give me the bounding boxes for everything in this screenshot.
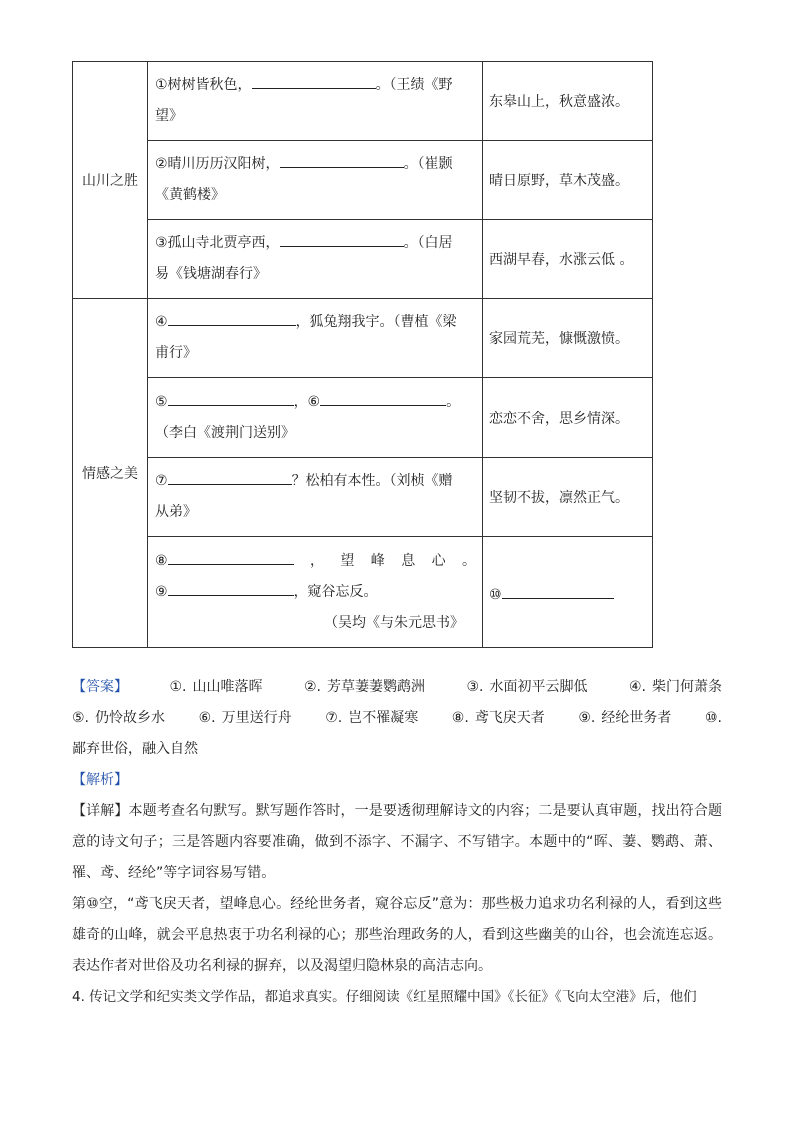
question-text: 。（王绩《野 [375,77,453,93]
question-text: 。（崔颢 [403,156,453,172]
answer-item [304,672,425,703]
next-question: 4. 传记文学和纪实类文学作品，都追求真实。仔细阅读《红星照耀中国》《长征》《飞向太空港》后，他们 [72,989,697,1005]
answer-item [325,703,418,734]
question-line [155,577,476,608]
analysis-tag: 【解析】 [72,772,128,788]
answer-blank[interactable] [168,467,292,485]
question-cell [148,220,483,299]
meaning-cell [483,141,653,220]
analysis-detail [72,796,722,889]
answer-item [629,672,722,703]
answer-text: 经纶世务者 [601,710,672,726]
question-char: 息 [401,552,416,569]
answer-num: ⑤. [72,710,90,726]
question-char: 心 [431,552,446,569]
question-cell [148,458,483,537]
question-text: 望》 [155,108,183,124]
detail-text: 本题考查名句默写。默写题作答时，一是要透彻理解诗文的内容；二是要认真审题，找出符合题意的诗文句子；三是答题内容要准确，做到不添字、不漏字、不写错字。本题中的“晖、萋、鹦鹉、萧、罹、鸢、经纶”等字词容易写错。 [72,803,723,881]
meaning-text: ⑩ [489,587,502,603]
question-text: ，窥谷忘反。 [293,583,378,600]
answer-text: 柴门何萧条 [652,679,722,695]
meaning-cell [483,299,653,378]
meaning-cell [483,220,653,299]
answer-blank[interactable] [320,388,446,406]
answer-text: 岂不罹凝寒 [348,710,419,726]
poetry-table [72,61,653,648]
question-text: ②晴川历历汉阳树， [155,156,280,172]
question-text: ③孤山寺北贾亭西， [155,235,280,251]
question-char: 峰 [370,552,385,569]
category-label: 情感之美 [82,466,138,482]
answer-blank[interactable] [168,578,294,596]
answer-num: ⑦. [325,710,343,726]
question-text: ⑦ [155,473,168,489]
answer-blank[interactable] [252,71,376,89]
detail-tag: 【详解】 [72,803,129,819]
question-char: 。 [462,552,476,569]
answer-text: 鄙弃世俗，融入自然 [72,741,198,757]
question-source [155,608,476,639]
question-text: 从弟》 [155,504,197,520]
question-text: ⑧ [155,552,168,569]
answer-num: ⑩. [704,710,722,726]
meaning-cell [483,458,653,537]
answer-text: 仍怜故乡水 [95,710,166,726]
meaning-text: 坚韧不拔，凛然正气。 [489,490,629,506]
meaning-cell [483,378,653,458]
meaning-cell [483,62,653,141]
answer-text: 鸢飞戾天者 [474,710,545,726]
answer-num: ⑧. [451,710,469,726]
answer-blank[interactable] [168,547,294,565]
question-text: 易《钱塘湖春行》 [155,266,267,282]
question-text: ④ [155,314,168,330]
meaning-text: 晴日原野，草木茂盛。 [489,173,629,189]
answer-line [72,734,722,765]
answer-blank[interactable] [502,581,614,599]
answer-item [72,703,165,734]
meaning-text: 家园荒芜，慷慨激愤。 [489,331,629,347]
answer-blank[interactable] [280,229,404,247]
question-text: 甫行》 [155,345,197,361]
question-line [155,546,476,577]
question-cell [148,378,483,458]
answer-tag: 【答案】 [72,679,128,695]
question-text: ，⑥ [293,393,321,410]
answer-blank[interactable] [168,308,296,326]
answer-item [199,703,292,734]
question-cell [148,141,483,220]
answer-item [705,703,722,734]
question-cell [148,62,483,141]
question-text: 。 [446,393,461,410]
meaning-text: 恋恋不舍，思乡情深。 [489,410,629,427]
question-text: ⑨ [155,583,168,600]
answer-num: ⑥. [198,710,216,726]
question-text: （李白《渡荆门送别》 [155,424,295,441]
answer-item [169,672,262,703]
answer-num: ②. [303,679,321,695]
question-text: 《黄鹤楼》 [155,187,225,203]
answer-item [578,703,671,734]
answer-num: ④. [628,679,646,695]
question-cell [148,537,483,648]
answer-num: ⑨. [578,710,596,726]
question-text: （吴均《与朱元思书》 [324,614,464,631]
answer-item [466,672,587,703]
answer-text: 山山唯落晖 [192,679,263,695]
question-cell [148,299,483,378]
meaning-text: 东皋山上，秋意盛浓。 [489,94,629,110]
question-char: 望 [340,552,355,569]
question-text: ⑤ [155,393,168,410]
category-scenery [73,62,148,299]
answer-line [72,703,722,734]
answer-text: 万里送行舟 [221,710,292,726]
question-text: ？松柏有本性。（刘桢《赠 [291,473,453,489]
answer-num: ③. [466,679,484,695]
question-text: ①树树皆秋色， [155,77,252,93]
question-text: 。（白居 [403,235,453,251]
question-char: ， [309,552,324,569]
meaning-text: 西湖早春，水涨云低 。 [489,252,634,268]
answer-section [72,672,722,1013]
answer-text: 水面初平云脚低 [489,679,588,695]
answer-blank[interactable] [280,150,404,168]
answer-text: 芳草萋萋鹦鹉洲 [327,679,425,695]
category-label: 山川之胜 [82,173,138,189]
answer-line [72,672,722,703]
answer-num: ①. [169,679,187,695]
meaning-cell [483,537,653,648]
category-emotion [73,299,148,648]
answer-item [452,703,545,734]
answer-blank[interactable] [168,388,294,406]
question-text: ，狐兔翔我宇。（曹植《梁 [295,314,457,330]
analysis-paragraph: 第⑩空，“鸢飞戾天者，望峰息心。经纶世务者，窥谷忘反”意为：那些极力追求功名利禄的人，看到这些雄奇的山峰，就会平息热衷于功名利禄的心；那些治理政务的人，看到这些幽美的山谷，也会流连忘返。表达作者对世俗及功名利禄的摒弃，以及渴望归隐林泉的高洁志向。 [72,896,722,974]
